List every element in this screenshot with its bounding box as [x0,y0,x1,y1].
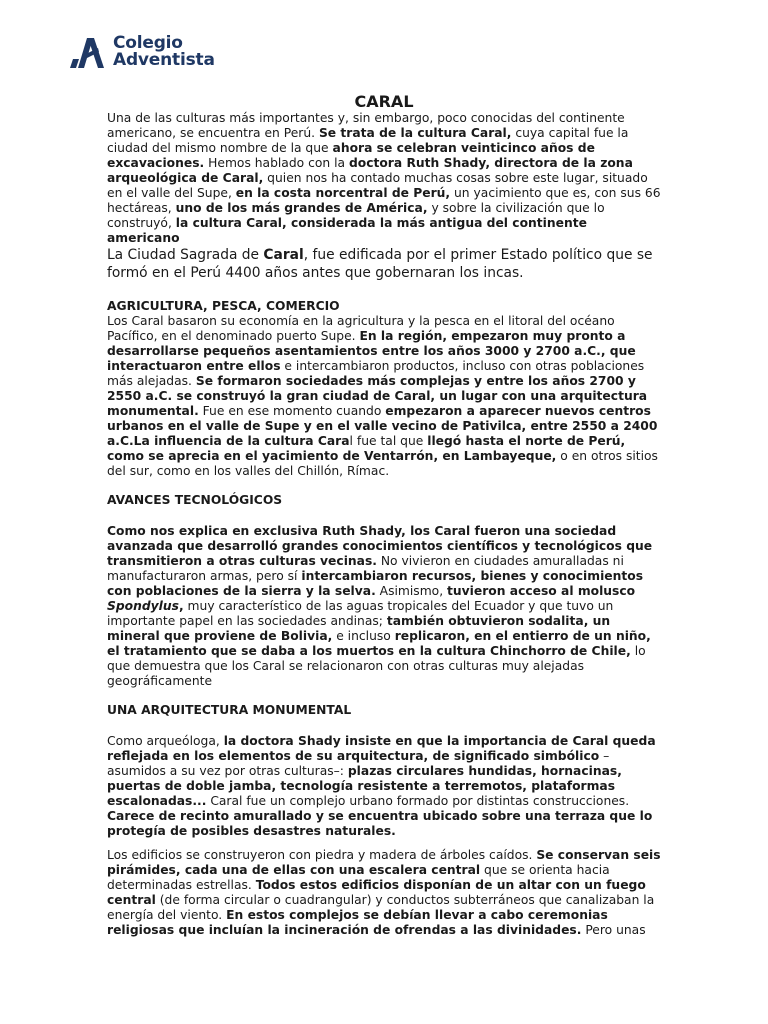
agri-bold-3: empezaron a aparecer nuevos centros urbanos en el valle de Supe y en el valle vecino de Pativilca, entre 2550 a 2400 a.C.La influencia de la cultura Cara [107,404,658,448]
page-title: CARAL [354,92,414,111]
document-body [107,111,663,938]
tech-bold-6: replicaron, en el entierro de un niño, el tratamiento que se daba a los muertos en la cultura Chinchorro de Chile, [107,629,651,658]
logo-text [113,35,215,69]
architecture-paragraph [107,734,663,839]
intro-text-3: Hemos hablado con la [204,156,349,170]
heading-architecture: UNA ARQUITECTURA MONUMENTAL [107,703,352,717]
logo-line2: Adventista [113,50,215,70]
agri-text-3: Fue en ese momento cuando [198,404,386,418]
intro-bold-1: Se trata de la cultura Caral, [318,126,512,140]
tech-text-2: Asimismo, [375,584,448,598]
tech-text-4: e incluso [332,629,395,643]
agri-bold-4: llegó hasta el norte de Perú, como se aprecia en el yacimiento de Ventarrón, en Lambayeque, [107,434,626,463]
summary-text-1: La Ciudad Sagrada de [107,247,264,263]
tech-species: Spondylus [107,599,179,613]
heading-technology: AVANCES TECNOLÓGICOS [107,493,283,507]
arch-bold-1: la doctora Shady insiste en que la importancia de Caral queda reflejada en los elementos de su arquitectura, de significado simbólico [107,734,656,763]
intro-bold-6: la cultura Caral, considerada la más antigua del continente americano [107,216,587,245]
arch-bold-3: Carece de recinto amurallado y se encuentra ubicado sobre una terraza que lo protegía de posibles desastres naturales. [107,809,653,838]
agri-text-1: Los Caral basaron su economía en la agricultura y la pesca en el litoral del océano Pacífico, en el denominado puerto Supe. [107,314,615,343]
tech-text-1: No vivieron en ciudades amuralladas ni manufacturaron armas, pero sí [107,554,624,583]
intro-paragraph [107,111,663,246]
tech-bold-1: Como nos explica en exclusiva Ruth Shady, los Caral fueron una sociedad avanzada que desarrolló grandes conocimientos científicos y tecnológicos que transmitieron a otras culturas vecinas. [107,524,653,568]
logo-line1: Colegio [113,33,183,53]
agri-bold-2: Se formaron sociedades más complejas y entre los años 2700 y 2550 a.C. se construyó la gran ciudad de Caral, un lugar con una arquitectura monumental. [107,374,648,418]
tech-text-5: lo que demuestra que los Caral se relacionaron con otras culturas muy alejadas geográficamente [107,644,646,688]
technology-paragraph [107,524,663,689]
arch-text-2: –asumidos a su vez por otras culturas–: [107,749,610,778]
arch-text-3: Caral fue un complejo urbano formado por distintas construcciones. [206,794,630,808]
summary-bold: Caral [263,247,304,263]
build-bold-3: En estos complejos se debían llevar a cabo ceremonias religiosas que incluían la incineración de ofrendas a las divinidades. [107,908,608,937]
intro-text-2: cuya capital fue la ciudad del mismo nombre de la que [107,126,629,155]
tech-text-3: muy característico de las aguas tropicales del Ecuador y que tuvo un importante papel en las sociedades andinas; [107,599,614,628]
tech-bold-3: tuvieron acceso al molusco [447,584,636,598]
build-bold-2: Todos estos edificios disponían de un altar con un fuego central [107,878,646,907]
intro-bold-3: doctora Ruth Shady, directora de la zona arqueológica de Caral, [107,156,633,185]
summary-text-2: , fue edificada por el primer Estado político que se formó en el Perú 4400 años antes que gobernaran los incas. [107,247,653,281]
intro-text-4: quien nos ha contado muchas cosas sobre este lugar, situado en el valle del Supe, [107,171,648,200]
intro-text-6: y sobre la civilización que lo construyó, [107,201,605,230]
summary-paragraph [107,247,663,282]
school-logo [68,34,238,74]
tech-bold-4: , [178,599,184,613]
build-text-2: que se orienta hacia determinadas estrellas. [107,863,610,892]
buildings-paragraph [107,848,663,938]
build-text-4: Pero unas [581,923,646,937]
intro-bold-4: en la costa norcentral de Perú, [235,186,451,200]
intro-text-5: un yacimiento que es, con sus 66 hectáreas, [107,186,661,215]
build-text-1: Los edificios se construyeron con piedra y madera de árboles caídos. [107,848,537,862]
tech-bold-5: también obtuvieron sodalita, un mineral que proviene de Bolivia, [107,614,611,643]
agri-bold-1: En la región, empezaron muy pronto a desarrollarse pequeños asentamientos entre los años 3000 y 2700 a.C., que interactuaron entre ellos [107,329,636,373]
intro-bold-2: ahora se celebran veinticinco años de excavaciones. [107,141,595,170]
agri-text-4: l fue tal que [349,434,428,448]
logo-mark-icon [68,34,108,70]
arch-bold-2: plazas circulares hundidas, hornacinas, puertas de doble jamba, tecnología resistente a terremotos, plataformas escalonadas... [107,764,622,808]
agri-text-5: o en otros sitios del sur, como en los valles del Chillón, Rímac. [107,449,658,478]
heading-agriculture: AGRICULTURA, PESCA, COMERCIO [107,299,340,313]
intro-text-1: Una de las culturas más importantes y, sin embargo, poco conocidas del continente americano, se encuentra en Perú. [107,111,625,140]
build-text-3: (de forma circular o cuadrangular) y conductos subterráneos que canalizaban la energía del viento. [107,893,655,922]
tech-bold-2: intercambiaron recursos, bienes y conocimientos con poblaciones de la sierra y la selva. [107,569,644,598]
intro-bold-5: uno de los más grandes de América, [175,201,428,215]
agriculture-paragraph [107,314,663,479]
agri-text-2: e intercambiaron productos, incluso con otras poblaciones más alejadas. [107,359,645,388]
build-bold-1: Se conservan seis pirámides, cada una de ellas con una escalera central [107,848,661,877]
arch-text-1: Como arqueóloga, [107,734,224,748]
